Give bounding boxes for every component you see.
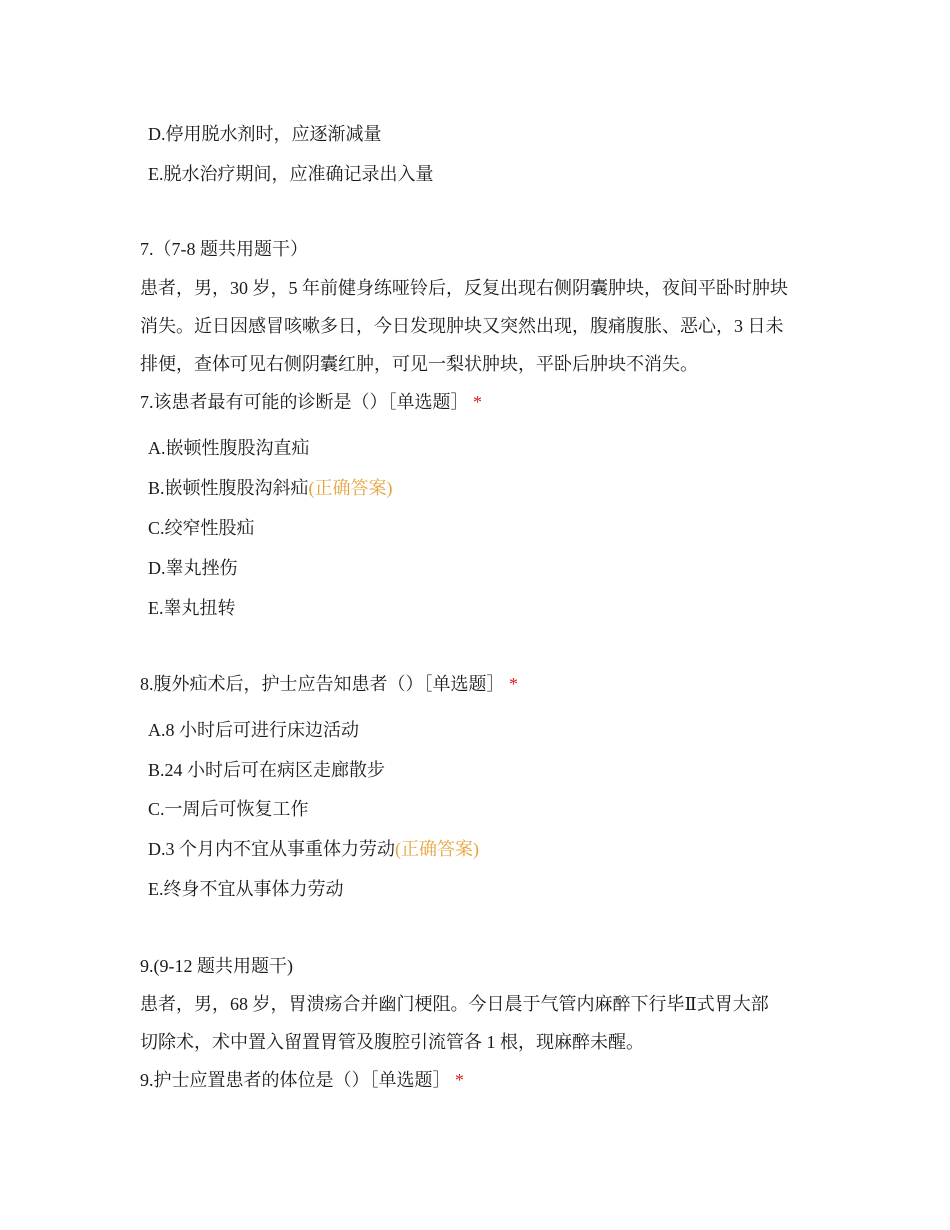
group-7-8-stem-line-1: 患者，男，30 岁，5 年前健身练哑铃后，反复出现右侧阴囊肿块，夜间平卧时肿块 [140,278,788,298]
group-7-8-stem-line-2: 消失。近日因感冒咳嗽多日，今日发现肿块又突然出现，腹痛腹胀、恶心，3 日未 [140,316,784,336]
q8-option-a[interactable] [148,718,359,742]
group-7-8-header: 7.（7-8 题共用题干） [140,239,308,259]
option-text: B.24 小时后可在病区走廊散步 [148,760,386,780]
q8-option-b[interactable] [148,758,385,782]
option-text: A.嵌顿性腹股沟直疝 [148,438,310,458]
option-text: D.停用脱水剂时，应逐渐减量 [148,124,382,144]
option-text: D.睾丸挫伤 [148,558,238,578]
group-9-12-stem-line-1: 患者，男，68 岁，胃溃疡合并幽门梗阻。今日晨于气管内麻醉下行毕Ⅱ式胃大部 [140,994,769,1014]
question-text: 8.腹外疝术后，护士应告知患者（）［单选题］ [140,674,505,694]
option-text: A.8 小时后可进行床边活动 [148,720,359,740]
q8-option-d[interactable] [148,837,479,861]
question-text: 9.护士应置患者的体位是（）［单选题］ [140,1070,451,1090]
q8-option-e[interactable] [148,877,344,901]
q9-question [140,1068,464,1092]
option-text: D.3 个月内不宜从事重体力劳动 [148,839,395,859]
option-text: E.终身不宜从事体力劳动 [148,879,344,899]
question-text: 7.该患者最有可能的诊断是（）［单选题］ [140,392,469,412]
q7-option-d[interactable] [148,556,238,580]
q7-question [140,390,482,414]
option-text: C.一周后可恢复工作 [148,799,309,819]
group-9-12-stem-line-2: 切除术，术中置入留置胃管及腹腔引流管各 1 根，现麻醉未醒。 [140,1032,644,1052]
option-text: E.睾丸扭转 [148,598,236,618]
required-mark: * [455,1070,464,1090]
option-text: E.脱水治疗期间，应准确记录出入量 [148,164,434,184]
group-9-12-header: 9.(9-12 题共用题干) [140,956,293,976]
q8-option-c[interactable] [148,797,309,821]
q6-option-d[interactable] [148,122,382,146]
q7-option-a[interactable] [148,436,310,460]
required-mark: * [509,674,518,694]
q8-question [140,672,518,696]
option-text: B.嵌顿性腹股沟斜疝 [148,478,309,498]
q7-option-b[interactable] [148,476,393,500]
group-7-8-stem-line-3: 排便，查体可见右侧阴囊红肿，可见一梨状肿块，平卧后肿块不消失。 [140,354,698,374]
q6-option-e[interactable] [148,162,434,186]
q7-option-c[interactable] [148,516,255,540]
required-mark: * [473,392,482,412]
option-text: C.绞窄性股疝 [148,518,255,538]
correct-answer-label: (正确答案) [395,839,479,859]
q7-option-e[interactable] [148,596,236,620]
correct-answer-label: (正确答案) [308,478,393,498]
